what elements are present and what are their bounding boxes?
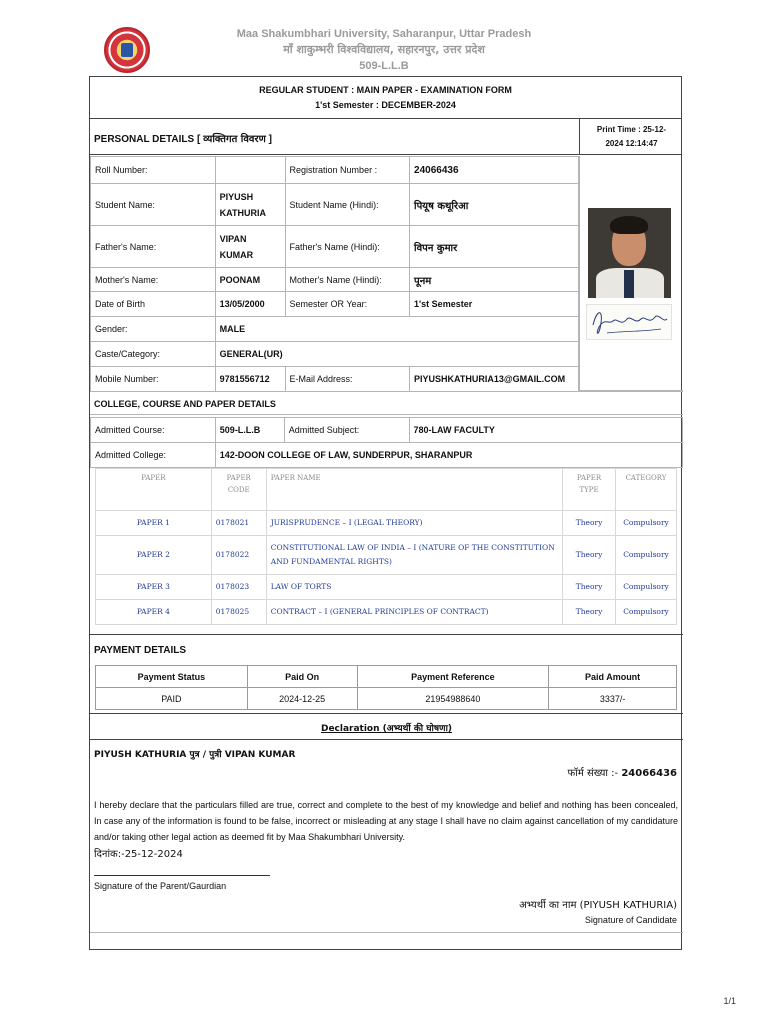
declaration-date: दिनांक:-25-12-2024 <box>94 849 183 860</box>
form-title-line2: 1'st Semester : DECEMBER-2024 <box>315 100 456 110</box>
papers-header-row <box>96 469 677 511</box>
paid-amount-header: Paid Amount <box>549 666 677 688</box>
table-row <box>91 443 683 468</box>
personal-details-table <box>90 156 579 392</box>
paper-name: CONTRACT – I (GENERAL PRINCIPLES OF CONTRACT) <box>266 600 562 625</box>
paper-code: 0178025 <box>211 600 266 625</box>
paper-number: PAPER 4 <box>96 600 212 625</box>
course-code: 509-L.L.B <box>359 60 409 72</box>
subject-value: 780-LAW FACULTY <box>409 418 683 443</box>
university-name-hi: माँ शाकुम्भरी विश्वविद्यालय, सहारनपुर, उत्तर प्रदेश <box>283 43 485 56</box>
personal-details-title: PERSONAL DETAILS [ व्यक्तिगत विवरण ] <box>94 134 272 145</box>
payment-value-row <box>96 688 677 710</box>
father-hi-value: विपन कुमार <box>410 226 579 268</box>
table-row <box>96 575 677 600</box>
declaration-text: I hereby declare that the particulars filled are true, correct and complete to the best of my knowledge and belief and nothing has been concealed, In case any of the information is found to be false, incorrect or misleading at any stage I shall have no claim against cancellation of my candidature and/or taking other legal action as deemed fit by Maa Shakumbhari University. <box>94 800 678 842</box>
name-label: Student Name: <box>91 184 216 226</box>
table-row <box>91 292 579 317</box>
paper-type: Theory <box>563 536 616 575</box>
mother-value: POONAM <box>215 268 285 292</box>
paper-name: LAW OF TORTS <box>266 575 562 600</box>
table-row <box>91 317 579 342</box>
paper-type: Theory <box>563 511 616 536</box>
table-row <box>96 511 677 536</box>
page-number: 1/1 <box>723 996 736 1006</box>
papers-header-category: CATEGORY <box>615 469 676 511</box>
college-section-header <box>90 391 683 415</box>
reg-label: Registration Number : <box>285 157 410 184</box>
college-value: 142-DOON COLLEGE OF LAW, SUNDERPUR, SHARANPUR <box>215 443 682 468</box>
college-details-table <box>90 417 683 468</box>
subject-label: Admitted Subject: <box>284 418 409 443</box>
declaration-section <box>90 713 683 951</box>
paper-category: Compulsory <box>615 600 676 625</box>
table-row <box>96 536 677 575</box>
paper-category: Compulsory <box>615 511 676 536</box>
table-row <box>91 184 579 226</box>
parent-signature-line <box>94 875 270 876</box>
paper-category: Compulsory <box>615 536 676 575</box>
sem-label: Semester OR Year: <box>285 292 410 317</box>
name-hi-value: पियूष कथूरिआ <box>410 184 579 226</box>
father-label: Father's Name: <box>91 226 216 268</box>
declaration-header <box>90 714 683 740</box>
paper-code: 0178021 <box>211 511 266 536</box>
caste-label: Caste/Category: <box>91 342 216 367</box>
papers-header-paper: PAPER <box>96 469 212 511</box>
paper-code: 0178023 <box>211 575 266 600</box>
course-label: Admitted Course: <box>91 418 216 443</box>
candidate-name: अभ्यर्थी का नाम (PIYUSH KATHURIA) <box>519 900 677 911</box>
paper-name: JURISPRUDENCE – I (LEGAL THEORY) <box>266 511 562 536</box>
father-value: VIPAN KUMAR <box>215 226 285 268</box>
paper-name: CONSTITUTIONAL LAW OF INDIA – I (NATURE OF THE CONSTITUTION AND FUNDAMENTAL RIGHTS) <box>266 536 562 575</box>
table-row <box>91 226 579 268</box>
personal-details-header <box>90 119 681 155</box>
form-number: फॉर्म संख्या :- 24066436 <box>567 768 677 779</box>
email-label: E-Mail Address: <box>285 367 410 392</box>
mother-label: Mother's Name: <box>91 268 216 292</box>
declaration-relation: PIYUSH KATHURIA पुत्र / पुत्री VIPAN KUMAR <box>94 750 296 760</box>
roll-label: Roll Number: <box>91 157 216 184</box>
papers-header-name: PAPER NAME <box>266 469 562 511</box>
course-value: 509-L.L.B <box>215 418 284 443</box>
photo-signature-box <box>579 156 683 391</box>
mobile-label: Mobile Number: <box>91 367 216 392</box>
paper-type: Theory <box>563 575 616 600</box>
dob-label: Date of Birth <box>91 292 216 317</box>
form-title-line1: REGULAR STUDENT : MAIN PAPER - EXAMINATION FORM <box>259 85 512 95</box>
payment-section-title: PAYMENT DETAILS <box>94 645 187 656</box>
father-hi-label: Father's Name (Hindi): <box>285 226 410 268</box>
parent-signature-label: Signature of the Parent/Gaurdian <box>94 881 227 891</box>
candidate-signature-image <box>586 304 672 340</box>
payment-table <box>95 665 677 710</box>
student-photo <box>588 208 671 298</box>
paper-type: Theory <box>563 600 616 625</box>
gender-value: MALE <box>215 317 578 342</box>
papers-header-type: PAPER TYPE <box>563 469 616 511</box>
table-row <box>91 268 579 292</box>
name-value: PIYUSH KATHURIA <box>215 184 285 226</box>
page-header <box>0 26 768 74</box>
paper-code: 0178022 <box>211 536 266 575</box>
payment-status-value: PAID <box>96 688 248 710</box>
payment-section-header <box>90 634 683 663</box>
payment-reference-value: 21954988640 <box>357 688 549 710</box>
papers-table <box>95 468 677 625</box>
dob-value: 13/05/2000 <box>215 292 285 317</box>
payment-header-row <box>96 666 677 688</box>
papers-header-code: PAPER CODE <box>211 469 266 511</box>
payment-reference-header: Payment Reference <box>357 666 549 688</box>
paper-number: PAPER 2 <box>96 536 212 575</box>
examination-form <box>89 76 682 950</box>
paper-category: Compulsory <box>615 575 676 600</box>
candidate-signature-label: Signature of Candidate <box>584 915 677 925</box>
gender-label: Gender: <box>91 317 216 342</box>
paper-number: PAPER 1 <box>96 511 212 536</box>
table-row <box>91 367 579 392</box>
paid-on-header: Paid On <box>247 666 357 688</box>
print-time: Print Time : 25-12- 2024 12:14:47 <box>579 119 683 155</box>
paid-amount-value: 3337/- <box>549 688 677 710</box>
paid-on-value: 2024-12-25 <box>247 688 357 710</box>
table-row <box>91 342 579 367</box>
college-section-title: COLLEGE, COURSE AND PAPER DETAILS <box>94 399 276 409</box>
college-label: Admitted College: <box>91 443 216 468</box>
name-hi-label: Student Name (Hindi): <box>285 184 410 226</box>
table-row <box>96 600 677 625</box>
form-title <box>90 77 681 119</box>
table-row <box>91 157 579 184</box>
declaration-footer <box>90 932 683 952</box>
payment-status-header: Payment Status <box>96 666 248 688</box>
declaration-heading: Declaration (अभ्यर्थी की घोषणा) <box>320 724 453 734</box>
mother-hi-label: Mother's Name (Hindi): <box>285 268 410 292</box>
caste-value: GENERAL(UR) <box>215 342 578 367</box>
signature-scribble-icon <box>587 305 673 341</box>
mother-hi-value: पूनम <box>410 268 579 292</box>
paper-number: PAPER 3 <box>96 575 212 600</box>
roll-value <box>215 157 285 184</box>
reg-value: 24066436 <box>410 157 579 184</box>
sem-value: 1'st Semester <box>410 292 579 317</box>
mobile-value: 9781556712 <box>215 367 285 392</box>
university-name-en: Maa Shakumbhari University, Saharanpur, Uttar Pradesh <box>236 28 532 40</box>
table-row <box>91 418 683 443</box>
email-value: PIYUSHKATHURIA13@GMAIL.COM <box>410 367 579 392</box>
